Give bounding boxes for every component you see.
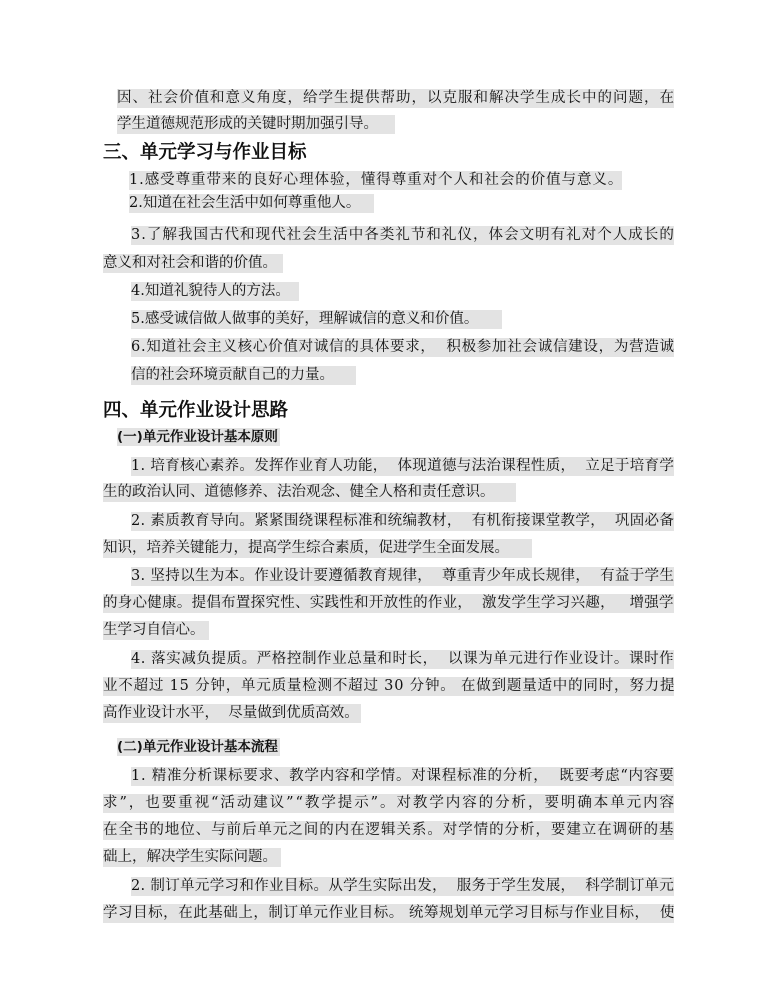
goal-line: 6.知道社会主义核心价值对诚信的具体要求， 积极参加社会诚信建设，为营造诚 xyxy=(131,339,675,355)
goal-line: 5.感受诚信做人做事的美好，理解诚信的意义和价值。 xyxy=(131,310,502,329)
paragraph-line: 2. 制订单元学习和作业目标。从学生实际出发， 服务于学生发展， 科学制订单元 xyxy=(131,878,675,894)
section-heading: 三、单元学习与作业目标 xyxy=(103,142,307,163)
subsection-heading: (二)单元作业设计基本流程 xyxy=(117,739,278,755)
goal-line: 1.感受尊重带来的良好心理体验，懂得尊重对个人和社会的价值与意义。 xyxy=(129,172,624,188)
paragraph-line: 的身心健康。提倡布置探究性、实践性和开放性的作业， 激发学生学习兴趣， 增强学 xyxy=(103,595,674,611)
subsection-heading: (一)单元作业设计基本原则 xyxy=(117,429,278,445)
goal-line: 4.知道礼貌待人的方法。 xyxy=(131,282,299,301)
paragraph-line: 生的政治认同、道德修养、法治观念、健全人格和责任意识。 xyxy=(103,483,516,502)
paragraph-line: 学习目标，在此基础上，制订单元作业目标。 统筹规划单元学习目标与作业目标， 使 xyxy=(103,905,675,921)
paragraph-line: 求”，也要重视“活动建议”“教学提示”。对教学内容的分析，要明确本单元内容 xyxy=(103,795,677,811)
paragraph-line: 1. 培育核心素养。发挥作业育人功能， 体现道德与法治课程性质， 立足于培育学 xyxy=(131,458,675,474)
section-heading: 四、单元作业设计思路 xyxy=(103,400,289,421)
goal-line: 意义和对社会和谐的价值。 xyxy=(103,254,283,273)
paragraph-line: 在全书的地位、与前后单元之间的内在逻辑关系。对学情的分析，要建立在调研的基 xyxy=(103,822,675,838)
paragraph-line: 知识，培养关键能力，提高学生综合素质，促进学生全面发展。 xyxy=(103,539,532,558)
paragraph-line: 础上，解决学生实际问题。 xyxy=(103,848,281,867)
goal-line: 2.知道在社会生活中如何尊重他人。 xyxy=(129,194,374,213)
paragraph-line: 学生道德规范形成的关键时期加强引导。 xyxy=(117,115,395,134)
paragraph-line: 3. 坚持以生为本。作业设计要遵循教育规律， 尊重青少年成长规律， 有益于学生 xyxy=(131,568,675,584)
paragraph-line: 业不超过 15 分钟，单元质量检测不超过 30 分钟。 在做到题量适中的同时，努力提 xyxy=(103,678,676,694)
paragraph-line: 因、社会价值和意义角度，给学生提供帮助，以克服和解决学生成长中的问题，在 xyxy=(117,90,675,106)
paragraph-line: 4. 落实减负提质。严格控制作业总量和时长， 以课为单元进行作业设计。课时作 xyxy=(131,651,675,667)
goal-line: 信的社会环境贡献自己的力量。 xyxy=(131,366,356,385)
paragraph-line: 高作业设计水平， 尽量做到优质高效。 xyxy=(103,704,361,723)
paragraph-line: 1. 精准分析课标要求、教学内容和学情。对课程标准的分析， 既要考虑“内容要 xyxy=(131,768,675,784)
goal-line: 3.了解我国古代和现代社会生活中各类礼节和礼仪，体会文明有礼对个人成长的 xyxy=(131,227,675,243)
paragraph-line: 2. 素质教育导向。紧紧围绕课程标准和统编教材， 有机衔接课堂教学， 巩固必备 xyxy=(131,513,675,529)
paragraph-line: 生学习自信心。 xyxy=(103,621,209,640)
